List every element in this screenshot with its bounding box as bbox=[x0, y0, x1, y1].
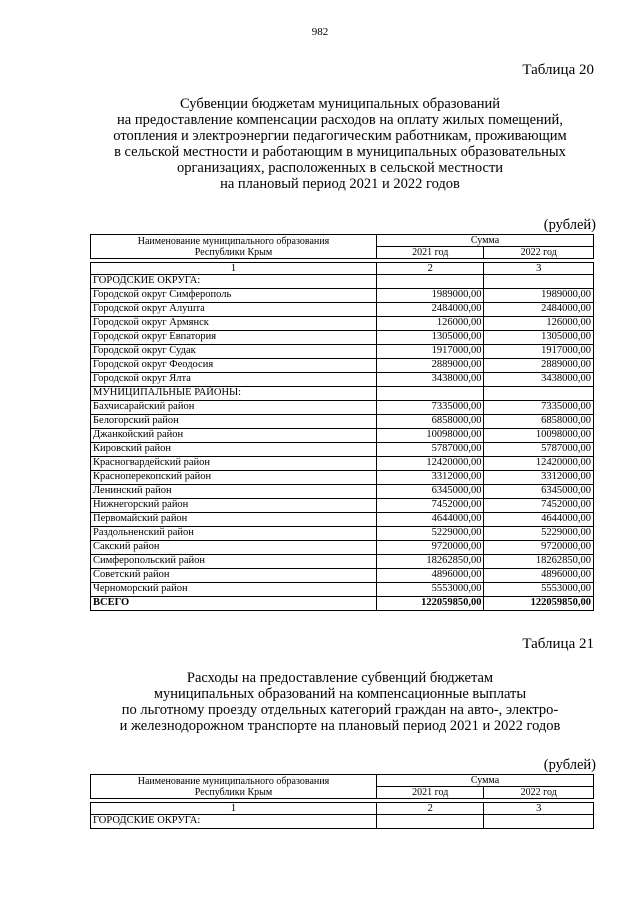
row-value-2022: 3438000,00 bbox=[484, 373, 594, 387]
row-name: Симферопольский район bbox=[91, 555, 377, 569]
row-value-2022: 126000,00 bbox=[484, 317, 594, 331]
row-name: Черноморский район bbox=[91, 583, 377, 597]
row-value-2021: 12420000,00 bbox=[376, 457, 483, 471]
table-row bbox=[91, 331, 594, 345]
table-20-caption: Таблица 20 bbox=[522, 62, 594, 78]
row-value-2022: 7452000,00 bbox=[484, 499, 594, 513]
row-value-2021: 18262850,00 bbox=[376, 555, 483, 569]
table-row bbox=[91, 485, 594, 499]
row-value-2022: 5553000,00 bbox=[484, 583, 594, 597]
title-line: Субвенции бюджетам муниципальных образований bbox=[179, 96, 501, 112]
row-name: ГОРОДСКИЕ ОКРУГА: bbox=[91, 815, 377, 829]
row-name: МУНИЦИПАЛЬНЫЕ РАЙОНЫ: bbox=[91, 387, 377, 401]
row-value-2022: 1917000,00 bbox=[484, 345, 594, 359]
row-name: Городской округ Евпатория bbox=[91, 331, 377, 345]
row-value-2022: 4644000,00 bbox=[484, 513, 594, 527]
column-number: 2 bbox=[376, 263, 483, 275]
title-line: в сельской местности и работающим в муниципальных образовательных bbox=[114, 144, 566, 160]
table-row bbox=[91, 359, 594, 373]
row-name: Красноперекопский район bbox=[91, 471, 377, 485]
table-row bbox=[91, 401, 594, 415]
title-line: отопления и электроэнергии педагогическим работникам, проживающим bbox=[113, 128, 567, 144]
row-name: Городской округ Ялта bbox=[91, 373, 377, 387]
row-name: Джанкойский район bbox=[91, 429, 377, 443]
row-value-2022: 2484000,00 bbox=[484, 303, 594, 317]
row-value-2022: 3312000,00 bbox=[484, 471, 594, 485]
table-row bbox=[91, 499, 594, 513]
row-value-2022: 6858000,00 bbox=[484, 415, 594, 429]
row-value-2022: 6345000,00 bbox=[484, 485, 594, 499]
header-year-2021: 2021 год bbox=[376, 787, 483, 799]
row-value-2022: 10098000,00 bbox=[484, 429, 594, 443]
total-row bbox=[91, 597, 594, 611]
row-value-2021: 10098000,00 bbox=[376, 429, 483, 443]
row-value-2022: 18262850,00 bbox=[484, 555, 594, 569]
table-row bbox=[91, 443, 594, 457]
title-line: и железнодорожном транспорте на плановый период 2021 и 2022 годов bbox=[119, 718, 561, 734]
row-name: Городской округ Алушта bbox=[91, 303, 377, 317]
total-label: ВСЕГО bbox=[91, 597, 377, 611]
row-value-2021: 4644000,00 bbox=[376, 513, 483, 527]
row-value-2021: 7335000,00 bbox=[376, 401, 483, 415]
row-value-2022: 1305000,00 bbox=[484, 331, 594, 345]
row-name: ГОРОДСКИЕ ОКРУГА: bbox=[91, 275, 377, 289]
row-value-2022: 12420000,00 bbox=[484, 457, 594, 471]
row-value-2022: 2889000,00 bbox=[484, 359, 594, 373]
table-row bbox=[91, 289, 594, 303]
table-row bbox=[91, 541, 594, 555]
row-value-2021: 5787000,00 bbox=[376, 443, 483, 457]
row-value-2022: 4896000,00 bbox=[484, 569, 594, 583]
row-name: Городской округ Армянск bbox=[91, 317, 377, 331]
row-value-2021 bbox=[376, 275, 483, 289]
row-value-2022 bbox=[484, 815, 594, 829]
header-year-2022: 2022 год bbox=[484, 247, 594, 259]
title-line: на плановый период 2021 и 2022 годов bbox=[220, 176, 460, 192]
row-value-2022: 5787000,00 bbox=[484, 443, 594, 457]
table-row bbox=[91, 429, 594, 443]
title-line: на предоставление компенсации расходов на оплату жилых помещений, bbox=[117, 112, 563, 128]
table-21 bbox=[90, 774, 594, 829]
title-line: муниципальных образований на компенсационные выплаты bbox=[153, 686, 527, 702]
table-row bbox=[91, 345, 594, 359]
total-2022: 122059850,00 bbox=[484, 597, 594, 611]
header-sum: Сумма bbox=[376, 775, 593, 787]
row-name: Городской округ Симферополь bbox=[91, 289, 377, 303]
total-2021: 122059850,00 bbox=[376, 597, 483, 611]
header-year-2021: 2021 год bbox=[376, 247, 483, 259]
row-value-2022: 9720000,00 bbox=[484, 541, 594, 555]
header-sum: Сумма bbox=[376, 235, 593, 247]
row-value-2021: 1305000,00 bbox=[376, 331, 483, 345]
table-21-units: (рублей) bbox=[543, 757, 596, 773]
table-row bbox=[91, 317, 594, 331]
row-name: Красногвардейский район bbox=[91, 457, 377, 471]
row-value-2021: 5229000,00 bbox=[376, 527, 483, 541]
row-value-2021: 1989000,00 bbox=[376, 289, 483, 303]
row-name: Ленинский район bbox=[91, 485, 377, 499]
table-row bbox=[91, 373, 594, 387]
row-value-2021: 4896000,00 bbox=[376, 569, 483, 583]
row-name: Городской округ Судак bbox=[91, 345, 377, 359]
table-row bbox=[91, 387, 594, 401]
header-name: Наименование муниципального образования Республики Крым bbox=[91, 775, 377, 799]
row-value-2021: 2484000,00 bbox=[376, 303, 483, 317]
row-value-2021: 2889000,00 bbox=[376, 359, 483, 373]
table-row bbox=[91, 527, 594, 541]
table-row bbox=[91, 303, 594, 317]
page-number: 982 bbox=[311, 26, 329, 38]
column-number: 1 bbox=[91, 803, 377, 815]
row-value-2022 bbox=[484, 275, 594, 289]
row-name: Сакский район bbox=[91, 541, 377, 555]
row-value-2021: 3312000,00 bbox=[376, 471, 483, 485]
table-20 bbox=[90, 234, 594, 611]
column-number: 1 bbox=[91, 263, 377, 275]
table-row bbox=[91, 275, 594, 289]
row-value-2021: 3438000,00 bbox=[376, 373, 483, 387]
column-number: 2 bbox=[376, 803, 483, 815]
table-row bbox=[91, 583, 594, 597]
row-value-2021: 7452000,00 bbox=[376, 499, 483, 513]
row-name: Кировский район bbox=[91, 443, 377, 457]
title-line: Расходы на предоставление субвенций бюджетам bbox=[186, 670, 494, 686]
row-value-2022: 1989000,00 bbox=[484, 289, 594, 303]
table-row bbox=[91, 457, 594, 471]
row-name: Нижнегорский район bbox=[91, 499, 377, 513]
row-value-2021: 6345000,00 bbox=[376, 485, 483, 499]
row-value-2021: 1917000,00 bbox=[376, 345, 483, 359]
header-name: Наименование муниципального образования Республики Крым bbox=[91, 235, 377, 259]
column-number: 3 bbox=[484, 263, 594, 275]
row-name: Городской округ Феодосия bbox=[91, 359, 377, 373]
table-row bbox=[91, 415, 594, 429]
table-row bbox=[91, 569, 594, 583]
row-name: Первомайский район bbox=[91, 513, 377, 527]
title-line: организациях, расположенных в сельской местности bbox=[176, 160, 504, 176]
row-name: Бахчисарайский район bbox=[91, 401, 377, 415]
table-row bbox=[91, 555, 594, 569]
table-row bbox=[91, 815, 594, 829]
row-name: Советский район bbox=[91, 569, 377, 583]
row-value-2021: 126000,00 bbox=[376, 317, 483, 331]
row-value-2022: 7335000,00 bbox=[484, 401, 594, 415]
column-number: 3 bbox=[484, 803, 594, 815]
table-row bbox=[91, 513, 594, 527]
table-21-caption: Таблица 21 bbox=[522, 636, 594, 652]
row-name: Белогорский район bbox=[91, 415, 377, 429]
row-value-2021 bbox=[376, 387, 483, 401]
row-value-2021: 9720000,00 bbox=[376, 541, 483, 555]
table-21-title bbox=[80, 670, 600, 734]
table-20-units: (рублей) bbox=[543, 217, 596, 233]
header-year-2022: 2022 год bbox=[484, 787, 594, 799]
table-row bbox=[91, 471, 594, 485]
row-value-2022 bbox=[484, 387, 594, 401]
table-20-title bbox=[80, 96, 600, 192]
row-value-2021: 6858000,00 bbox=[376, 415, 483, 429]
title-line: по льготному проезду отдельных категорий граждан на авто-, электро- bbox=[121, 702, 559, 718]
row-name: Раздольненский район bbox=[91, 527, 377, 541]
row-value-2021: 5553000,00 bbox=[376, 583, 483, 597]
row-value-2022: 5229000,00 bbox=[484, 527, 594, 541]
row-value-2021 bbox=[376, 815, 483, 829]
